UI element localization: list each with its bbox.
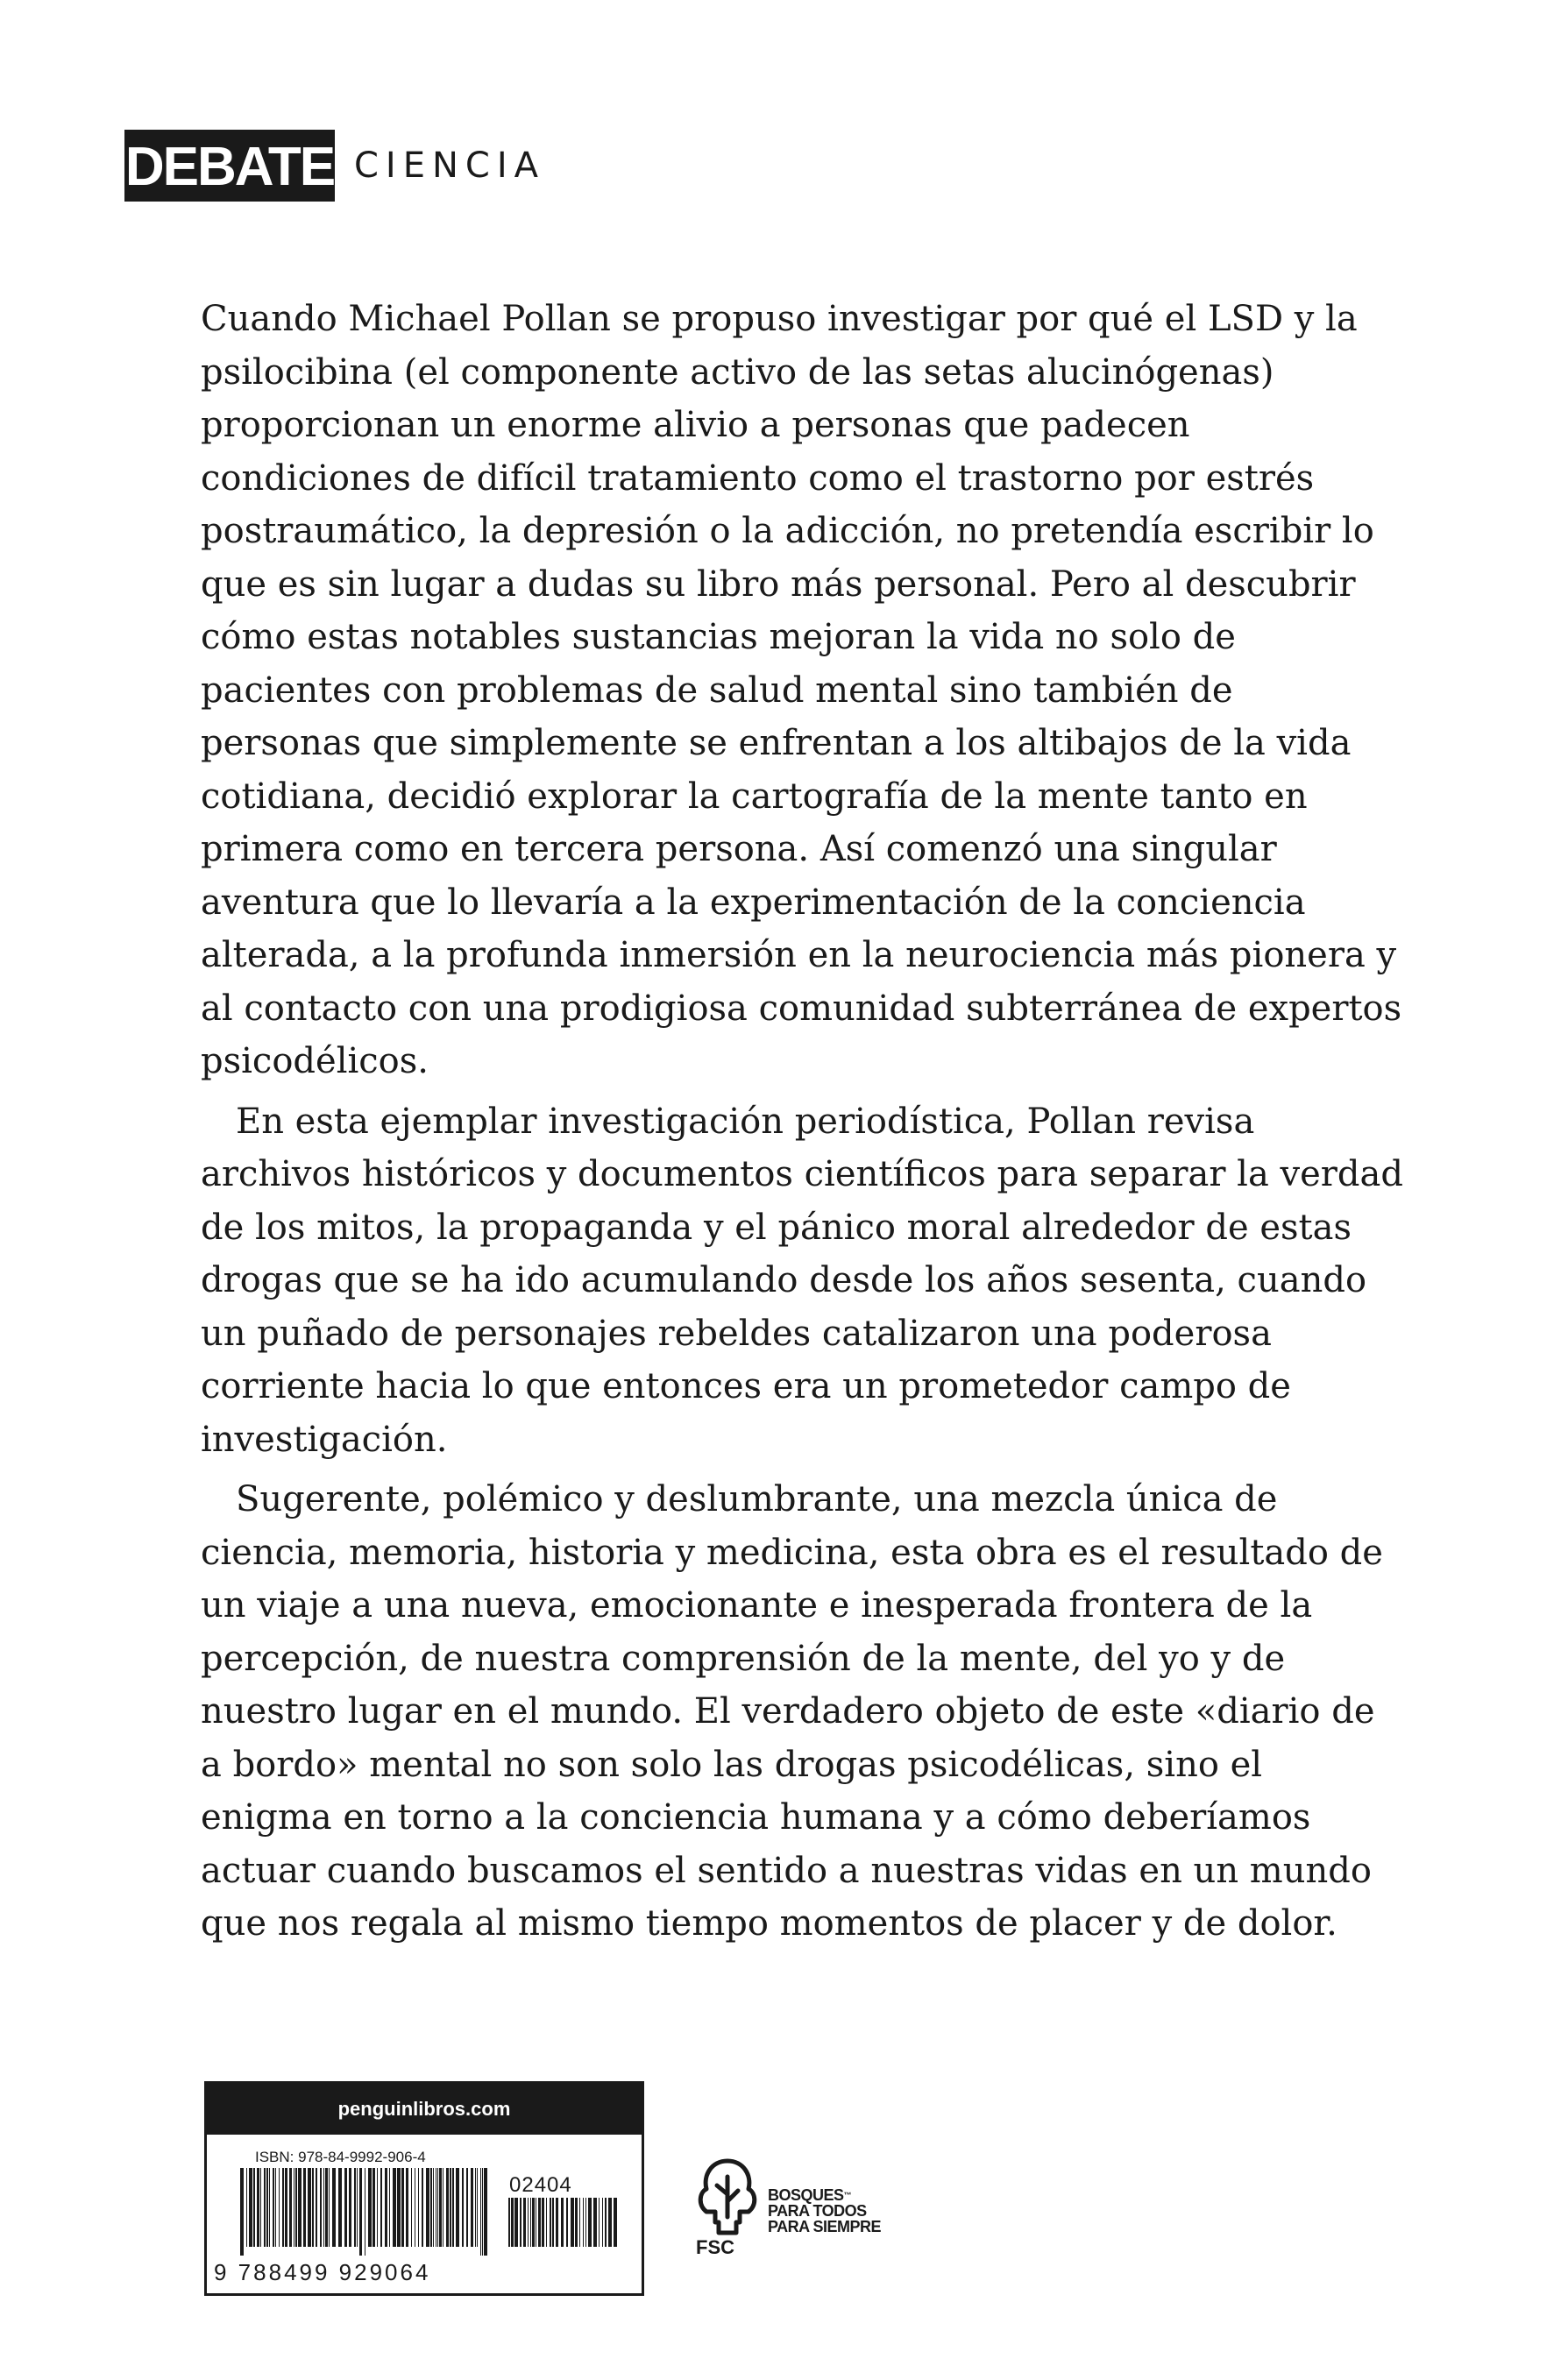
barcode-bar <box>437 2168 438 2247</box>
barcode-digits: 9 788499 929064 <box>214 2259 431 2285</box>
barcode-bar <box>456 2168 459 2247</box>
barcode-bar <box>422 2168 423 2247</box>
barcode-bar <box>452 2168 454 2247</box>
barcode-bar <box>514 2198 518 2247</box>
barcode-bar <box>571 2198 574 2247</box>
barcode-bar <box>279 2168 280 2247</box>
barcode-bar <box>433 2168 434 2247</box>
barcode-bar <box>608 2198 612 2247</box>
barcode-bar <box>260 2168 261 2247</box>
slogan-line-2: PARA TODOS <box>768 2202 867 2220</box>
barcode-bar <box>583 2198 584 2247</box>
barcode-bar <box>349 2168 351 2247</box>
barcode-bar <box>528 2198 529 2247</box>
collection-label: CIENCIA <box>354 145 546 186</box>
barcode-bar <box>240 2168 244 2256</box>
barcode-bar <box>298 2168 302 2247</box>
barcode-bar <box>372 2168 375 2247</box>
barcode-bar <box>530 2198 531 2247</box>
barcode-bar <box>439 2168 442 2247</box>
barcode-bar <box>295 2168 297 2247</box>
barcode-bar <box>332 2168 336 2247</box>
barcode-bar <box>566 2198 568 2247</box>
barcode-bar <box>368 2168 372 2247</box>
barcode-bar <box>579 2198 580 2247</box>
barcode-bar <box>480 2168 481 2256</box>
barcode-bar <box>426 2168 429 2247</box>
barcode-bar <box>588 2198 592 2247</box>
barcode-bar <box>253 2168 255 2247</box>
barcode-bar <box>323 2168 324 2247</box>
barcode-bar <box>249 2168 252 2247</box>
slogan-line-3: PARA SIEMPRE <box>768 2218 882 2235</box>
imprint-header <box>124 130 545 202</box>
barcode-bar <box>359 2168 362 2256</box>
barcode-bar <box>532 2198 535 2247</box>
barcode-bar <box>385 2168 387 2247</box>
barcode-bar <box>246 2168 247 2247</box>
barcode-bar <box>508 2198 510 2247</box>
barcode-bar <box>285 2168 287 2247</box>
back-cover-blurb <box>201 293 1403 1958</box>
fsc-label: FSC <box>696 2236 734 2258</box>
barcode-bar <box>320 2168 322 2247</box>
barcode-bar <box>520 2198 521 2247</box>
website-banner: penguinlibros.com <box>207 2084 642 2135</box>
debate-logo: DEBATE <box>124 130 335 202</box>
barcode-bar <box>264 2168 266 2247</box>
barcode-bar <box>308 2168 311 2247</box>
barcode-bar <box>542 2198 544 2247</box>
barcode-bar <box>338 2168 342 2247</box>
barcode-bar <box>475 2168 476 2247</box>
barcode-bar <box>380 2168 382 2247</box>
barcode-bar <box>273 2168 274 2247</box>
barcode-bar <box>316 2168 317 2247</box>
addon-barcode-icon <box>505 2198 619 2256</box>
fsc-slogan <box>768 2187 881 2235</box>
barcode-bar <box>393 2168 396 2247</box>
barcode-bar <box>397 2168 401 2247</box>
barcode-bar <box>354 2168 356 2247</box>
barcode-bar <box>329 2168 330 2247</box>
barcode-bar <box>482 2168 483 2256</box>
blurb-paragraph-1: Cuando Michael Pollan se propuso investigar por qué el LSD y la psilocibina (el componente activo de las setas alucinógenas) proporcionan un enorme alivio a personas que padecen condiciones de difícil tratamiento como el trastorno por estrés postraumático, la depresión o la adicción, no pretendía escribir lo que es sin lugar a dudas su libro más personal. Pero al descubrir cómo estas notables sustancias mejoran la vida no solo de pacientes con problemas de salud mental sino también de personas que simplemente se enfrentan a los altibajos de la vida cotidiana, decidió explorar la cartografía de la mente tanto en primera como en tercera persona. Así comenzó una singular aventura que lo llevaría a la experimentación de la conciencia alterada, a la profunda inmersión en la neurociencia más pionera y al contacto con una prodigiosa comunidad subterránea de expertos psicodélicos. <box>201 299 1402 1081</box>
barcode-bar <box>357 2168 358 2247</box>
barcode-icon <box>237 2168 491 2256</box>
barcode-bar <box>462 2168 464 2247</box>
barcode-bar <box>446 2168 449 2247</box>
barcode-bar <box>401 2168 404 2247</box>
barcode-bar <box>411 2168 412 2247</box>
barcode-bar <box>599 2198 600 2247</box>
barcode-bar <box>389 2168 390 2247</box>
barcode-bar <box>303 2168 306 2247</box>
slogan-line-1: BOSQUES <box>768 2186 844 2204</box>
barcode-bar <box>552 2198 554 2247</box>
barcode-bar <box>523 2198 526 2247</box>
fsc-tree-icon <box>692 2156 763 2236</box>
fsc-logo <box>692 2156 920 2261</box>
barcode-bar <box>538 2198 541 2247</box>
barcode-bar <box>466 2168 468 2247</box>
isbn-label: ISBN: 978-84-9992-906-4 <box>255 2149 426 2165</box>
barcode-bar <box>484 2168 487 2256</box>
barcode-bar <box>406 2168 408 2247</box>
blurb-paragraph-3: Sugerente, polémico y deslumbrante, una mezcla única de ciencia, memoria, historia y medicina, esta obra es el resultado de un viaje a una nueva, emocionante e inesperada frontera de la percepción, de nuestra comprensión de la mente, del yo y de nuestro lugar en el mundo. El verdadero objeto de este «diario de a bordo» mental no son solo las drogas psicodélicas, sino el enigma en torno a la conciencia humana y a cómo deberíamos actuar cuando buscamos el sentido a nuestras vidas en un mundo que nos regala al mismo tiempo momentos de placer y de dolor. <box>201 1479 1383 1944</box>
barcode-bar <box>269 2168 270 2247</box>
barcode-bar <box>430 2168 432 2247</box>
barcode-bar <box>418 2168 419 2247</box>
barcode-bar <box>450 2168 451 2247</box>
barcode-bar <box>471 2168 473 2247</box>
barcode-bar <box>511 2198 514 2247</box>
barcode-bar <box>602 2198 603 2247</box>
barcode-bar <box>561 2198 564 2247</box>
barcode-bar <box>344 2168 347 2247</box>
barcode-bar <box>593 2198 597 2247</box>
barcode-bar <box>377 2168 378 2247</box>
trademark-mark: ™ <box>843 2191 852 2199</box>
price-code: 02404 <box>509 2173 572 2197</box>
blurb-paragraph-2: En esta ejemplar investigación periodística, Pollan revisa archivos históricos y documentos científicos para separar la verdad de los mitos, la propaganda y el pánico moral alrededor de estas drogas que se ha ido acumulando desde los años sesenta, cuando un puñado de personajes rebeldes catalizaron una poderosa corriente hacia lo que entonces era un prometedor campo de investigación. <box>201 1101 1403 1460</box>
barcode-bar <box>585 2198 586 2247</box>
barcode-bar <box>257 2168 259 2247</box>
barcode-bar <box>312 2168 314 2247</box>
barcode-bar <box>325 2168 328 2247</box>
barcode-bar <box>614 2198 617 2247</box>
barcode-bar <box>605 2198 607 2247</box>
barcode-bar <box>575 2198 578 2247</box>
barcode-box <box>204 2081 644 2296</box>
barcode-bar <box>477 2168 478 2247</box>
barcode-bar <box>556 2198 558 2247</box>
barcode-bar <box>282 2168 284 2247</box>
barcode-bar <box>266 2168 268 2247</box>
barcode-bar <box>550 2198 551 2247</box>
barcode-bar <box>275 2168 276 2247</box>
barcode-bar <box>546 2198 547 2247</box>
barcode-bar <box>289 2168 292 2247</box>
